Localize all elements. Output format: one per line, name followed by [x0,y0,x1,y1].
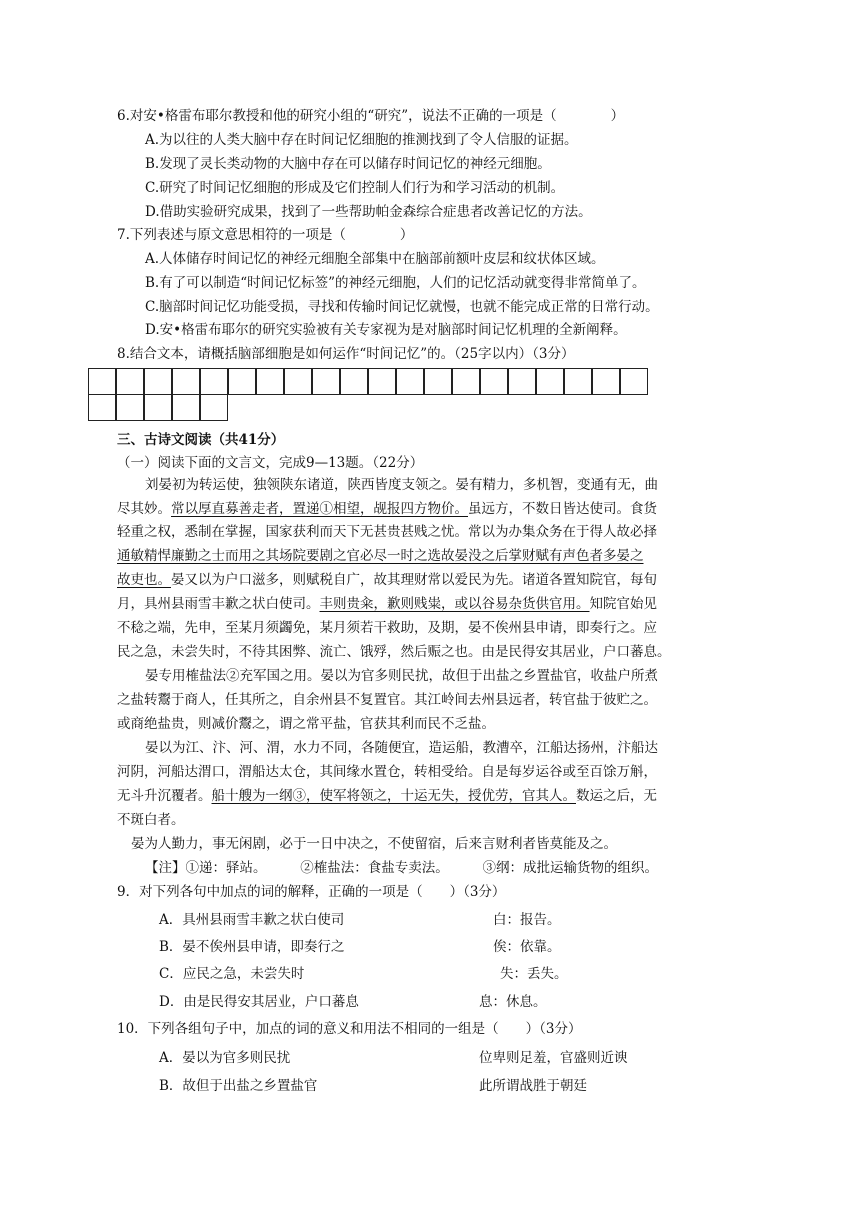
answer-box[interactable] [536,368,564,395]
q10-option-b: B．故但于出盐之乡置盐官 [159,1078,318,1094]
q6-option-a: A.为以往的人类大脑中存在时间记忆细胞的推测找到了令人信服的证据。 [145,132,578,148]
q9-stem: 9．对下列各句中加点的词的解释，正确的一项是（ ）（3分） [117,884,506,900]
passage-line: 之盐转鬻于商人，任其所之，自余州县不复置官。其江岭间去州县远者，转官盐于彼贮之。 [117,692,657,708]
q10-option-b-pair: 此所谓战胜于朝廷 [479,1078,587,1094]
answer-box[interactable] [480,368,508,395]
answer-box[interactable] [200,368,228,395]
q6-option-c: C.研究了时间记忆细胞的形成及它们控制人们行为和学习活动的机制。 [145,180,565,196]
underlined-sentence: 常以厚直募善走者，置递①相望，觇报四方物价。 [171,501,468,517]
q9-option-c: C．应民之急，未尝失时 [159,966,305,982]
answer-box[interactable] [88,394,116,421]
passage-line: 刘晏初为转运使，独领陕东诸道，陕西皆度支领之。晏有精力，多机智，变通有无，曲 [145,477,658,493]
passage-line: 无斗升沉覆者。船十艘为一纲③，使军将领之，十运无失，授优劳，官其人。数运之后，无 [117,788,657,804]
passage-line: 轻重之权，悉制在掌握，国家获利而天下无甚贵甚贱之忧。常以为办集众务在于得人故必择 [117,524,657,540]
q10-stem: 10．下列各组句子中，加点的词的意义和用法不相同的一组是（ ）（3分） [117,1021,582,1037]
answer-grid[interactable] [88,368,648,422]
passage-line: 尽其妙。常以厚直募善走者，置递①相望，觇报四方物价。虽远方，不数日皆达使司。食货 [117,501,657,517]
answer-box[interactable] [340,368,368,395]
q10-option-a-pair: 位卑则足羞，官盛则近谀 [479,1050,628,1066]
q7-stem: 7.下列表述与原文意思相符的一项是（ ） [117,227,414,243]
answer-box[interactable] [452,368,480,395]
q9-option-c-gloss: 失：丢失。 [500,966,568,982]
passage-line: 通敏精悍廉勤之士而用之其场院要剧之官必尽一时之选故晏没之后掌财赋有声色者多晏之 [117,548,644,564]
passage-line: 不斑白者。 [117,812,185,828]
section-3-title: 三、古诗文阅读（共41分） [117,432,285,448]
answer-box[interactable] [172,394,200,421]
answer-box[interactable] [116,394,144,421]
answer-box[interactable] [228,368,256,395]
q10-option-a: A．晏以为官多则民扰 [159,1050,291,1066]
answer-box[interactable] [172,368,200,395]
q7-option-b: B.有了可以制造“时间记忆标签”的神经元细胞，人们的记忆活动就变得非常简单了。 [145,275,646,291]
passage-notes: 【注】①递：驿站。 ②榷盐法：食盐专卖法。 ③纲：成批运输货物的组织。 [145,860,658,876]
underlined-sentence: 船十艘为一纲③，使军将领之，十运无失，授优劳，官其人。 [211,788,576,804]
answer-box[interactable] [88,368,116,395]
passage-line: 晏专用榷盐法②充军国之用。晏以为官多则民扰，故但于出盐之乡置盐官，收盐户所煮 [145,668,658,684]
passage-line: 月，具州县雨雪丰歉之状白使司。丰则贵籴，歉则贱粜，或以谷易杂货供官用。知院官始见 [117,596,657,612]
q9-option-a: A．具州县雨雪丰歉之状白使司 [159,912,345,928]
q7-option-d: D.安•格雷布耶尔的研究实验被有关专家视为是对脑部时间记忆机理的全新阐释。 [145,322,627,338]
q7-option-a: A.人体储存时间记忆的神经元细胞全部集中在脑部前额叶皮层和纹状体区域。 [145,251,605,267]
answer-box[interactable] [144,368,172,395]
passage-line: 故吏也。晏又以为户口滋多，则赋税自广，故其理财常以爱民为先。诸道各置知院官，每旬 [117,572,657,588]
underlined-sentence: 丰则贵籴，歉则贱粜，或以谷易杂货供官用。 [319,596,590,612]
q6-option-d: D.借助实验研究成果，找到了一些帮助帕金森综合症患者改善记忆的方法。 [145,204,592,220]
passage-line: 或商绝盐贵，则减价鬻之，谓之常平盐，官获其利而民不乏盐。 [117,716,495,732]
passage-line: 晏以为江、汴、河、渭，水力不同，各随便宜，造运船，教漕卒，江船达扬州，汴船达 [145,740,658,756]
q9-option-a-gloss: 白：报告。 [493,912,561,928]
passage-line: 民之急，未尝失时，不待其困弊、流亡、饿殍，然后赈之也。由是民得安其居业，户口蕃息。 [117,644,671,660]
passage-line: 河阴，河船达渭口，渭船达太仓，其间缘水置仓，转相受给。自是每岁运谷或至百馀万斛， [117,764,657,780]
answer-box[interactable] [592,368,620,395]
q9-option-d: D．由是民得安其居业，户口蕃息 [159,994,359,1010]
q7-option-c: C.脑部时间记忆功能受损，寻找和传输时间记忆就慢，也就不能完成正常的日常行动。 [145,299,659,315]
passage-line: 不稔之端，先申，至某月须蠲免，某月须若干救助，及期，晏不俟州县申请，即奏行之。应 [117,620,657,636]
q6-option-b: B.发现了灵长类动物的大脑中存在可以储存时间记忆的神经元细胞。 [145,156,551,172]
answer-box[interactable] [144,394,172,421]
answer-box[interactable] [256,368,284,395]
q6-stem: 6.对安•格雷布耶尔教授和他的研究小组的“研究”，说法不正确的一项是（ ） [117,108,625,124]
answer-box[interactable] [116,368,144,395]
q9-option-b: B．晏不俟州县申请，即奏行之 [159,939,345,955]
answer-box[interactable] [284,368,312,395]
answer-box[interactable] [424,368,452,395]
answer-box[interactable] [564,368,592,395]
answer-box[interactable] [312,368,340,395]
q9-option-b-gloss: 俟：依靠。 [493,939,561,955]
q8-stem: 8.结合文本，请概括脑部细胞是如何运作“时间记忆”的。（25字以内）（3分） [117,346,575,362]
answer-box[interactable] [368,368,396,395]
answer-box[interactable] [200,394,228,421]
q9-option-d-gloss: 息：休息。 [479,994,547,1010]
section-3-sub1: （一）阅读下面的文言文，完成9—13题。（22分） [117,455,424,471]
answer-box[interactable] [620,368,648,395]
answer-box[interactable] [396,368,424,395]
answer-box[interactable] [508,368,536,395]
passage-line: 晏为人勤力，事无闲剧，必于一日中决之，不使留宿，后来言财利者皆莫能及之。 [131,836,617,852]
